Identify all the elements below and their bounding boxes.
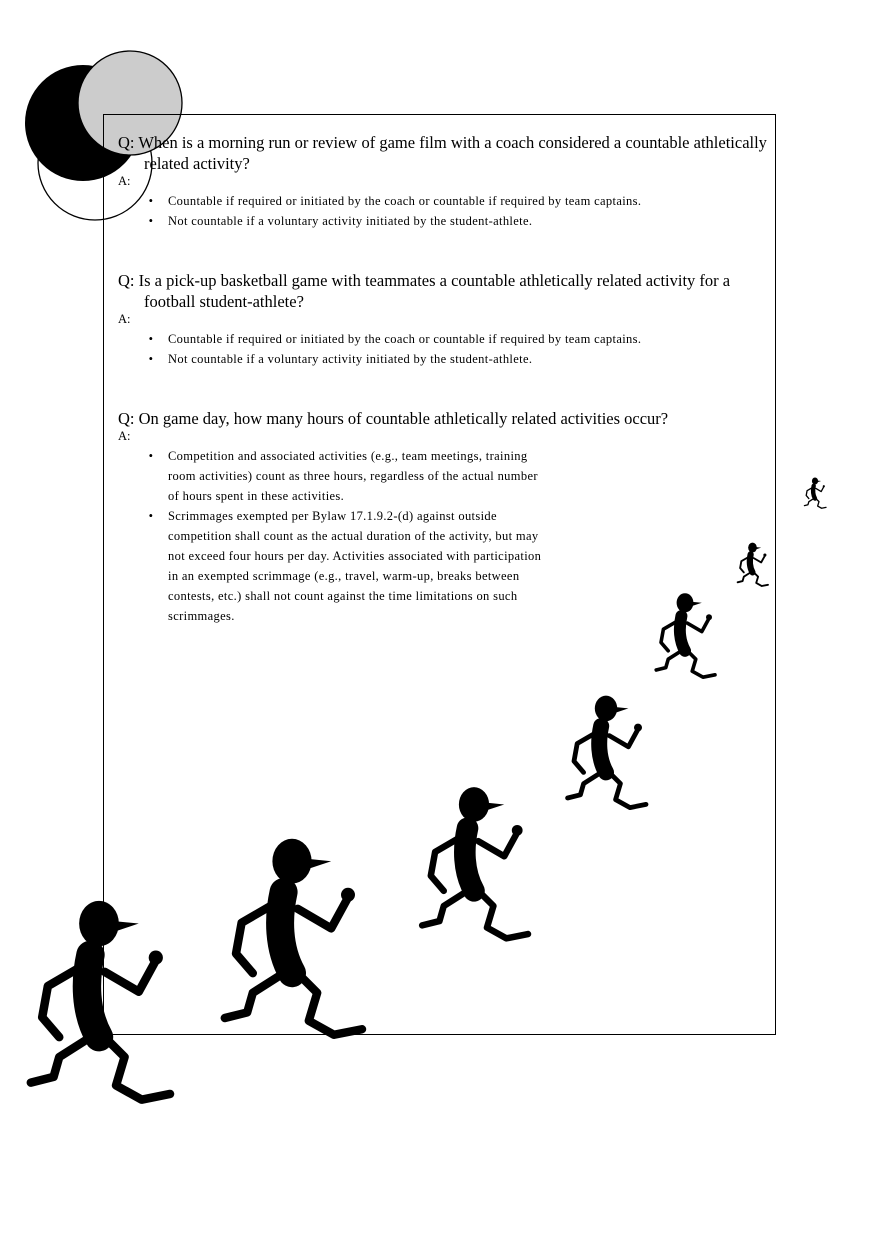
qa-item-2 (118, 270, 768, 369)
question-2: Q: Is a pick-up basketball game with teammates a countable athletically related activity for a football student-athlete? (118, 271, 731, 311)
question-1: Q: When is a morning run or review of game film with a coach considered a countable athletically related activity? (118, 133, 767, 173)
bullet-icon: • (148, 332, 154, 346)
answer-label-3: A: (118, 429, 131, 443)
answer-label-1: A: (118, 174, 131, 188)
bullet-icon: • (148, 194, 154, 208)
bullet-icon: • (148, 509, 154, 523)
bullet-icon: • (148, 352, 154, 366)
list-item: • Countable if required or initiated by the coach or countable if required by team captains. (144, 191, 768, 211)
answer-label-2: A: (118, 312, 131, 326)
answer-list-3 (118, 446, 544, 626)
list-item: • Countable if required or initiated by the coach or countable if required by team captains. (144, 329, 768, 349)
bullet-icon: • (148, 449, 154, 463)
qa-item-1 (118, 132, 768, 231)
question-3: Q: On game day, how many hours of countable athletically related activities occur? (118, 409, 669, 428)
list-item: • Not countable if a voluntary activity initiated by the student-athlete. (144, 349, 768, 369)
qa-item-3 (118, 408, 768, 626)
bullet-icon: • (148, 214, 154, 228)
list-item: • Competition and associated activities (e.g., team meetings, training room activities) count as three hours, regardless of the actual number of hours spent in these activities. (144, 446, 544, 506)
answer-list-2 (118, 329, 768, 369)
answer-list-1 (118, 191, 768, 231)
running-person-icon (804, 477, 826, 508)
list-item: • Scrimmages exempted per Bylaw 17.1.9.2-(d) against outside competition shall count as the actual duration of the activity, but may not exceed four hours per day. Activities associated with participation in an exempted scrimmage (e.g., travel, warm-up, breaks between contests, etc.) shall not count against the time limitations on such scrimmages. (144, 506, 544, 626)
list-item: • Not countable if a voluntary activity initiated by the student-athlete. (144, 211, 768, 231)
